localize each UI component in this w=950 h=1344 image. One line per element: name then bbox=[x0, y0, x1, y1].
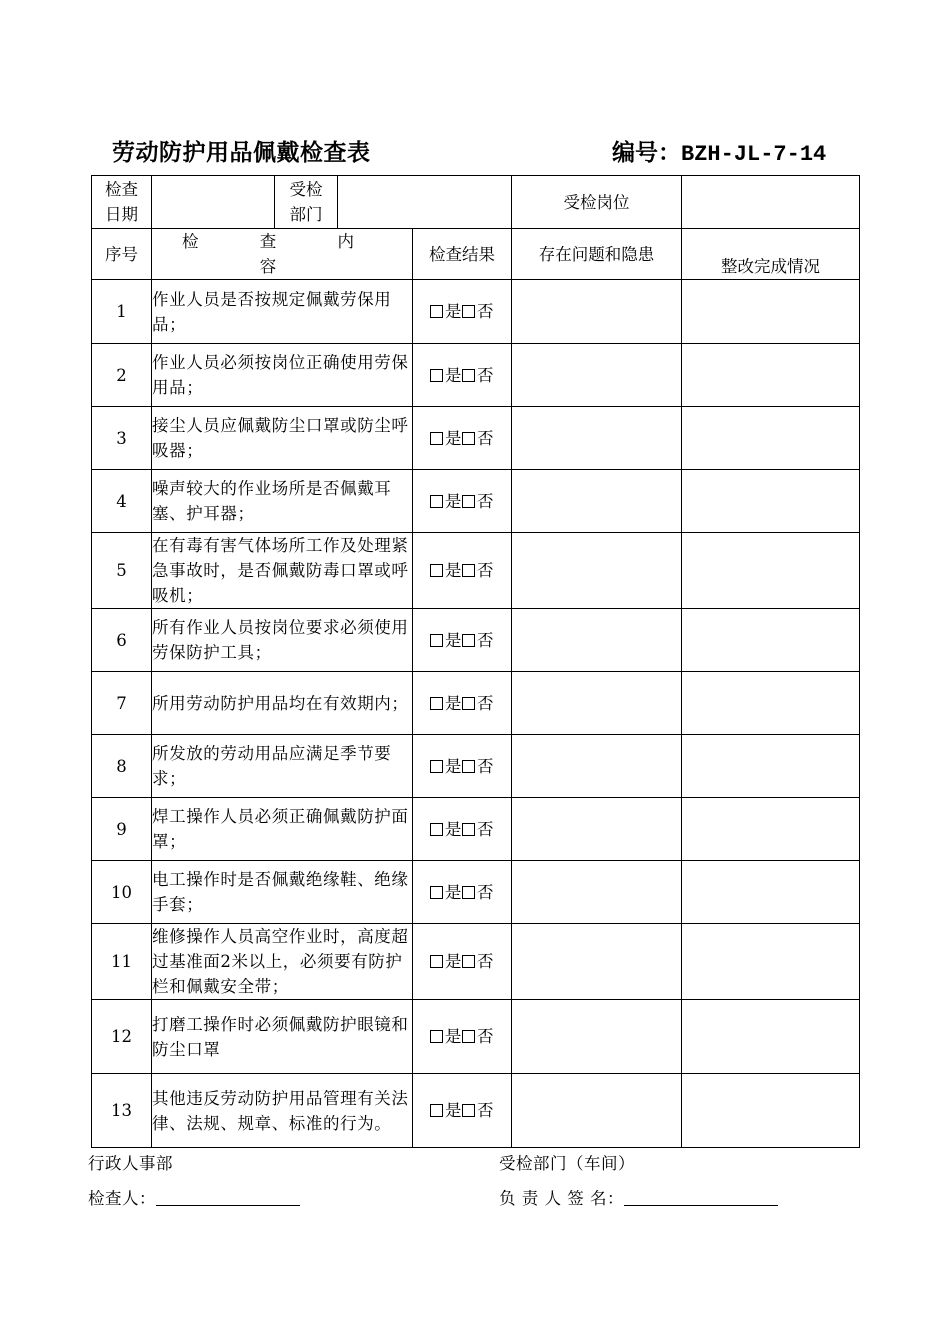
row-number: 8 bbox=[92, 735, 152, 798]
inspection-table bbox=[91, 175, 860, 1148]
yes-label: 是 bbox=[445, 693, 462, 713]
yes-label: 是 bbox=[445, 1027, 462, 1046]
column-header-row bbox=[92, 229, 860, 280]
yes-checkbox[interactable] bbox=[430, 955, 443, 968]
no-checkbox[interactable] bbox=[462, 432, 475, 445]
row-rectify-cell[interactable] bbox=[682, 924, 860, 1000]
col-header-no: 序号 bbox=[92, 229, 152, 280]
table-row bbox=[92, 407, 860, 470]
no-label: 否 bbox=[477, 630, 494, 650]
yes-checkbox[interactable] bbox=[430, 564, 443, 577]
no-checkbox[interactable] bbox=[462, 760, 475, 773]
table-row bbox=[92, 280, 860, 344]
table-row bbox=[92, 1000, 860, 1074]
no-checkbox[interactable] bbox=[462, 886, 475, 899]
signer-signature bbox=[499, 1185, 778, 1209]
yes-checkbox[interactable] bbox=[430, 432, 443, 445]
row-number: 4 bbox=[92, 470, 152, 533]
row-number: 5 bbox=[92, 533, 152, 609]
row-content: 所有作业人员按岗位要求必须使用劳保防护工具； bbox=[152, 609, 413, 672]
row-issue-cell[interactable] bbox=[512, 735, 682, 798]
yes-checkbox[interactable] bbox=[430, 1104, 443, 1117]
yes-checkbox[interactable] bbox=[430, 369, 443, 382]
table-row bbox=[92, 798, 860, 861]
row-number: 6 bbox=[92, 609, 152, 672]
dept-label: 受检部门 bbox=[275, 176, 338, 229]
row-issue-cell[interactable] bbox=[512, 280, 682, 344]
dept-value-cell[interactable] bbox=[338, 176, 512, 229]
row-result bbox=[413, 1000, 512, 1074]
yes-label: 是 bbox=[445, 882, 462, 902]
row-number: 1 bbox=[92, 280, 152, 344]
document-code-value: BZH-JL-7-14 bbox=[681, 142, 827, 167]
date-label: 检查日期 bbox=[92, 176, 152, 229]
row-content: 所发放的劳动用品应满足季节要求； bbox=[152, 735, 413, 798]
row-issue-cell[interactable] bbox=[512, 407, 682, 470]
yes-label: 是 bbox=[445, 630, 462, 650]
row-rectify-cell[interactable] bbox=[682, 798, 860, 861]
signer-label: 负 责 人 签 名： bbox=[499, 1189, 624, 1208]
no-label: 否 bbox=[477, 365, 494, 385]
footer-left-dept: 行政人事部 bbox=[88, 1154, 173, 1173]
yes-label: 是 bbox=[445, 819, 462, 839]
no-label: 否 bbox=[477, 1027, 494, 1046]
row-rectify-cell[interactable] bbox=[682, 735, 860, 798]
no-checkbox[interactable] bbox=[462, 823, 475, 836]
row-rectify-cell[interactable] bbox=[682, 1074, 860, 1148]
row-result bbox=[413, 470, 512, 533]
no-checkbox[interactable] bbox=[462, 955, 475, 968]
no-label: 否 bbox=[477, 302, 494, 321]
table-row bbox=[92, 470, 860, 533]
no-checkbox[interactable] bbox=[462, 697, 475, 710]
date-value-cell[interactable] bbox=[152, 176, 275, 229]
table-row bbox=[92, 861, 860, 924]
no-label: 否 bbox=[477, 693, 494, 713]
table-row bbox=[92, 924, 860, 1000]
row-issue-cell[interactable] bbox=[512, 861, 682, 924]
row-result bbox=[413, 609, 512, 672]
inspector-label: 检查人： bbox=[88, 1189, 156, 1208]
row-result bbox=[413, 407, 512, 470]
post-value-cell[interactable] bbox=[682, 176, 860, 229]
row-rectify-cell[interactable] bbox=[682, 280, 860, 344]
row-number: 3 bbox=[92, 407, 152, 470]
no-checkbox[interactable] bbox=[462, 634, 475, 647]
no-checkbox[interactable] bbox=[462, 495, 475, 508]
table-row bbox=[92, 609, 860, 672]
yes-label: 是 bbox=[445, 302, 462, 321]
row-content: 打磨工操作时必须佩戴防护眼镜和防尘口罩 bbox=[152, 1000, 413, 1074]
row-result bbox=[413, 672, 512, 735]
row-content: 作业人员是否按规定佩戴劳保用品； bbox=[152, 280, 413, 344]
yes-label: 是 bbox=[445, 428, 462, 448]
row-result bbox=[413, 533, 512, 609]
inspector-signature bbox=[88, 1185, 300, 1209]
row-result bbox=[413, 344, 512, 407]
row-content: 其他违反劳动防护用品管理有关法律、法规、规章、标准的行为。 bbox=[152, 1074, 413, 1148]
col-header-result: 检查结果 bbox=[413, 229, 512, 280]
col-header-issue: 存在问题和隐患 bbox=[512, 229, 682, 280]
document-code bbox=[612, 134, 826, 167]
yes-label: 是 bbox=[445, 952, 462, 971]
row-content: 所用劳动防护用品均在有效期内； bbox=[152, 672, 413, 735]
table-row bbox=[92, 344, 860, 407]
row-issue-cell[interactable] bbox=[512, 1000, 682, 1074]
row-rectify-cell[interactable] bbox=[682, 609, 860, 672]
row-issue-cell[interactable] bbox=[512, 924, 682, 1000]
table-row bbox=[92, 533, 860, 609]
row-content: 作业人员必须按岗位正确使用劳保用品； bbox=[152, 344, 413, 407]
no-label: 否 bbox=[477, 952, 494, 971]
no-label: 否 bbox=[477, 491, 494, 511]
row-rectify-cell[interactable] bbox=[682, 672, 860, 735]
inspector-signature-line[interactable] bbox=[156, 1187, 300, 1206]
row-number: 10 bbox=[92, 861, 152, 924]
row-rectify-cell[interactable] bbox=[682, 470, 860, 533]
yes-checkbox[interactable] bbox=[430, 634, 443, 647]
row-rectify-cell[interactable] bbox=[682, 861, 860, 924]
no-checkbox[interactable] bbox=[462, 1104, 475, 1117]
row-issue-cell[interactable] bbox=[512, 344, 682, 407]
col-header-rectify-label: 整改完成情况 bbox=[721, 256, 820, 276]
no-checkbox[interactable] bbox=[462, 564, 475, 577]
row-issue-cell[interactable] bbox=[512, 609, 682, 672]
no-label: 否 bbox=[477, 882, 494, 902]
row-result bbox=[413, 798, 512, 861]
yes-checkbox[interactable] bbox=[430, 886, 443, 899]
yes-checkbox[interactable] bbox=[430, 1030, 443, 1043]
row-number: 11 bbox=[92, 924, 152, 1000]
yes-checkbox[interactable] bbox=[430, 495, 443, 508]
col-header-rectify bbox=[682, 229, 860, 280]
row-content: 维修操作人员高空作业时，高度超过基准面2米以上，必须要有防护栏和佩戴安全带； bbox=[152, 924, 413, 1000]
row-rectify-cell[interactable] bbox=[682, 407, 860, 470]
table-row bbox=[92, 735, 860, 798]
row-issue-cell[interactable] bbox=[512, 533, 682, 609]
table-row bbox=[92, 1074, 860, 1148]
col-header-content bbox=[152, 229, 413, 280]
no-label: 否 bbox=[477, 428, 494, 448]
no-checkbox[interactable] bbox=[462, 305, 475, 318]
no-label: 否 bbox=[477, 756, 494, 776]
row-content: 在有毒有害气体场所工作及处理紧急事故时，是否佩戴防毒口罩或呼吸机； bbox=[152, 533, 413, 609]
row-result bbox=[413, 1074, 512, 1148]
row-content: 噪声较大的作业场所是否佩戴耳塞、护耳器； bbox=[152, 470, 413, 533]
row-result bbox=[413, 924, 512, 1000]
yes-label: 是 bbox=[445, 756, 462, 776]
row-content: 接尘人员应佩戴防尘口罩或防尘呼吸器； bbox=[152, 407, 413, 470]
row-rectify-cell[interactable] bbox=[682, 1000, 860, 1074]
no-checkbox[interactable] bbox=[462, 1030, 475, 1043]
row-number: 2 bbox=[92, 344, 152, 407]
table-row bbox=[92, 672, 860, 735]
col-header-content-label: 检 查 内 容 bbox=[182, 232, 382, 276]
no-label: 否 bbox=[477, 819, 494, 839]
page-title: 劳动防护用品佩戴检查表 bbox=[112, 139, 371, 166]
document-code-label: 编号： bbox=[612, 139, 681, 166]
yes-label: 是 bbox=[445, 365, 462, 385]
row-result bbox=[413, 735, 512, 798]
yes-label: 是 bbox=[445, 491, 462, 511]
no-label: 否 bbox=[477, 1101, 494, 1120]
row-result bbox=[413, 280, 512, 344]
row-rectify-cell[interactable] bbox=[682, 344, 860, 407]
yes-checkbox[interactable] bbox=[430, 823, 443, 836]
header-info-row bbox=[92, 176, 860, 229]
row-number: 12 bbox=[92, 1000, 152, 1074]
yes-label: 是 bbox=[445, 1101, 462, 1120]
post-label: 受检岗位 bbox=[512, 176, 682, 229]
signer-signature-line[interactable] bbox=[624, 1187, 778, 1206]
yes-checkbox[interactable] bbox=[430, 760, 443, 773]
row-issue-cell[interactable] bbox=[512, 470, 682, 533]
row-issue-cell[interactable] bbox=[512, 798, 682, 861]
row-rectify-cell[interactable] bbox=[682, 533, 860, 609]
row-result bbox=[413, 861, 512, 924]
yes-checkbox[interactable] bbox=[430, 305, 443, 318]
yes-label: 是 bbox=[445, 561, 462, 580]
row-number: 9 bbox=[92, 798, 152, 861]
footer-right-dept: 受检部门（车间） bbox=[499, 1154, 635, 1173]
row-number: 7 bbox=[92, 672, 152, 735]
row-issue-cell[interactable] bbox=[512, 1074, 682, 1148]
no-checkbox[interactable] bbox=[462, 369, 475, 382]
row-issue-cell[interactable] bbox=[512, 672, 682, 735]
row-number: 13 bbox=[92, 1074, 152, 1148]
yes-checkbox[interactable] bbox=[430, 697, 443, 710]
row-content: 焊工操作人员必须正确佩戴防护面罩； bbox=[152, 798, 413, 861]
row-content: 电工操作时是否佩戴绝缘鞋、绝缘手套； bbox=[152, 861, 413, 924]
no-label: 否 bbox=[477, 561, 494, 580]
